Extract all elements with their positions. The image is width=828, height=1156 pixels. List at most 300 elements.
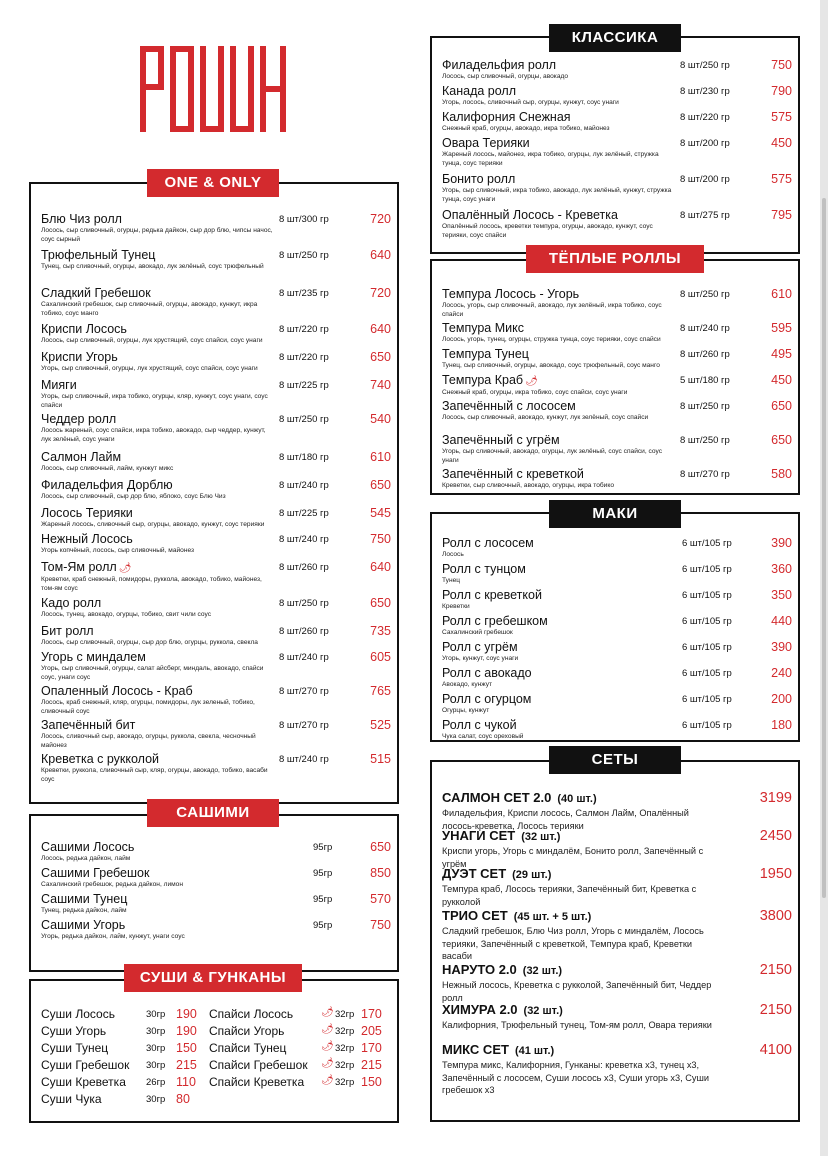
item-name-text: Запечённый с креветкой (442, 467, 584, 481)
set-count: (32 шт.) (523, 1005, 563, 1017)
item-name-text: Кадо ролл (41, 596, 102, 610)
item-price: 575 (771, 110, 792, 124)
item-name-text: Том-Ям ролл (41, 560, 117, 574)
item-price: 180 (771, 718, 792, 732)
sashimi-section (29, 814, 399, 972)
sushi-weight: 26гр (146, 1077, 166, 1088)
gunkan-weight: 32гр (335, 1043, 355, 1054)
item-name-text: Опалённый Лосось - Креветка (442, 208, 618, 222)
menu-item (41, 718, 389, 748)
item-name-text: Ролл с огурцом (442, 692, 532, 706)
menu-item (41, 450, 389, 480)
item-quantity: 8 шт/250 гр (680, 435, 730, 446)
item-quantity: 8 шт/240 гр (680, 323, 730, 334)
set-name-text: НАРУТО 2.0 (442, 962, 517, 977)
item-price: 850 (370, 866, 391, 880)
item-price: 515 (370, 752, 391, 766)
menu-item (41, 650, 389, 680)
item-description: Жареный лосось, сливочный сыр, огурцы, авокадо, кунжут, соус терияки (41, 521, 265, 528)
set-description: Темпура микс, Калифорния, Гунканы: креветка x3, тунец x3, Запечённый с лососем, Суши лосось x3, Суши угорь x3, Суши гребешок x3 (442, 1060, 709, 1095)
set-count: (29 шт.) (512, 869, 552, 881)
item-description: Лосось, тунец, авокадо, огурцы, тобико, свит чили соус (41, 611, 212, 618)
set-price: 3199 (759, 790, 792, 806)
item-description: Сахалинский гребешок (442, 629, 513, 636)
item-description: Угорь копчёный, лосось, сыр сливочный, майонез (41, 547, 195, 554)
item-quantity: 8 шт/270 гр (279, 720, 329, 731)
item-quantity: 8 шт/180 гр (279, 452, 329, 463)
set-price: 2150 (759, 962, 792, 978)
item-name (41, 286, 389, 301)
item-price: 720 (370, 212, 391, 226)
item-quantity: 6 шт/105 гр (682, 616, 732, 627)
gunkan-item (209, 1058, 389, 1074)
set-description: Нежный лосось, Креветка с рукколой, Запечённый бит, Чеддер ролл (442, 980, 712, 1003)
item-name (442, 614, 790, 629)
item-name (41, 684, 389, 699)
item-description: Угорь, сыр сливочный, икра тобико, огурцы, кляр, кунжут, соус унаги, соус спайси (41, 393, 268, 409)
item-quantity: 6 шт/105 гр (682, 668, 732, 679)
set-item (442, 962, 790, 1004)
item-description: Сахалинский гребешок, редька дайкон, лимон (41, 881, 183, 888)
item-description: Креветки, руккола, сливочный сыр, кляр, огурцы, авокадо, тобико, васаби соус (41, 767, 268, 783)
item-price: 650 (370, 350, 391, 364)
set-count: (41 шт.) (514, 1045, 555, 1057)
set-price: 2450 (759, 828, 792, 844)
menu-item (41, 684, 389, 714)
maki-section (430, 512, 800, 742)
sushi-item (41, 1075, 201, 1091)
item-quantity: 8 шт/300 гр (279, 214, 329, 225)
item-name-text: Филадельфия ролл (442, 58, 557, 72)
item-name-text: Запечённый с лососем (442, 399, 576, 413)
sushi-weight: 30гр (146, 1094, 166, 1105)
gunkan-item (209, 1007, 389, 1023)
chili-icon: 🌶 (321, 1024, 334, 1035)
item-name (41, 752, 389, 767)
item-quantity: 8 шт/230 гр (680, 86, 730, 97)
set-item (442, 1042, 790, 1097)
item-price: 240 (771, 666, 792, 680)
item-description: Креветки (442, 603, 470, 610)
chili-icon: 🌶 (321, 1058, 334, 1069)
item-name (41, 840, 389, 855)
item-price: 740 (370, 378, 391, 392)
menu-item (41, 596, 389, 626)
menu-item (41, 248, 389, 278)
item-quantity: 8 шт/270 гр (680, 469, 730, 480)
gunkan-item (209, 1075, 389, 1091)
item-price: 790 (771, 84, 792, 98)
gunkan-weight: 32гр (335, 1026, 355, 1037)
set-item (442, 866, 790, 908)
sushi-price: 215 (176, 1058, 197, 1072)
set-count: (32 шт.) (521, 831, 561, 843)
set-name-text: ДУЭТ СЕТ (442, 866, 507, 881)
set-name-text: УНАГИ СЕТ (442, 828, 516, 843)
item-quantity: 6 шт/105 гр (682, 538, 732, 549)
item-name-text: Ролл с креветкой (442, 588, 542, 602)
item-description: Лосось, угорь, тунец, огурцы, стружка тунца, соус терияки, соус спайси (442, 336, 661, 343)
item-name (442, 467, 790, 482)
set-item (442, 828, 790, 870)
item-description: Лосось, сыр сливочный, огурцы, сыр дор блю, огурцы, руккола, свекла (41, 639, 258, 646)
item-price: 390 (771, 640, 792, 654)
item-quantity: 8 шт/225 гр (279, 380, 329, 391)
sets-section (430, 760, 800, 1122)
item-name (41, 322, 389, 337)
sushi-name: Суши Гребешок (41, 1058, 130, 1072)
item-quantity: 8 шт/250 гр (279, 250, 329, 261)
item-name (442, 347, 790, 362)
gunkan-price: 170 (361, 1041, 382, 1055)
one-only-section (29, 182, 399, 804)
item-name (442, 399, 790, 414)
item-name-text: Филадельфия Дорблю (41, 478, 173, 492)
item-price: 360 (771, 562, 792, 576)
item-quantity: 8 шт/275 гр (680, 210, 730, 221)
menu-item (41, 322, 389, 352)
item-name (41, 506, 389, 521)
item-name-text: Ролл с чукой (442, 718, 517, 732)
set-price: 1950 (759, 866, 792, 882)
item-name-text: Ролл с лососем (442, 536, 534, 550)
sushi-item (41, 1041, 201, 1057)
item-quantity: 8 шт/225 гр (279, 508, 329, 519)
item-description: Угорь, сыр сливочный, авокадо, огурцы, лук зелёный, соус спайси, соус унаги (442, 448, 663, 464)
item-name (442, 58, 790, 73)
item-quantity: 8 шт/250 гр (680, 401, 730, 412)
item-price: 610 (771, 287, 792, 301)
item-price: 200 (771, 692, 792, 706)
item-price: 795 (771, 208, 792, 222)
item-description: Лосось, угорь, сыр сливочный, авокадо, лук зелёный, икра тобико, соус спайси (442, 302, 662, 318)
item-name (442, 536, 790, 551)
item-quantity: 6 шт/105 гр (682, 720, 732, 731)
item-quantity: 5 шт/180 гр (680, 375, 730, 386)
item-quantity: 8 шт/240 гр (279, 652, 329, 663)
item-quantity: 8 шт/240 гр (279, 754, 329, 765)
item-name-text: Запечённый бит (41, 718, 136, 732)
item-price: 650 (771, 399, 792, 413)
item-description: Креветки, краб снежный, помидоры, руккола, авокадо, тобико, майонез, том-ям соус (41, 576, 262, 592)
sashimi-header: САШИМИ (147, 799, 279, 827)
sushi-item (41, 1024, 201, 1040)
item-quantity: 8 шт/260 гр (680, 349, 730, 360)
item-name (442, 84, 790, 99)
sushi-weight: 30гр (146, 1060, 166, 1071)
gunkan-weight: 32гр (335, 1009, 355, 1020)
item-quantity: 8 шт/220 гр (279, 352, 329, 363)
item-name-text: Креветка с рукколой (41, 752, 160, 766)
item-price: 545 (370, 506, 391, 520)
sushi-item (41, 1058, 201, 1074)
menu-item (41, 212, 389, 242)
item-name (41, 450, 389, 465)
menu-item (41, 752, 389, 782)
item-price: 650 (771, 433, 792, 447)
item-name (41, 212, 389, 227)
menu-item (41, 532, 389, 562)
item-name (41, 532, 389, 547)
item-price: 765 (370, 684, 391, 698)
item-description: Лосось, сыр сливочный, огурцы, редька дайкон, сыр дор блю, чипсы начос, соус сырный (41, 227, 273, 243)
set-name-text: МИКС СЕТ (442, 1042, 509, 1057)
item-name (41, 350, 389, 365)
item-price: 720 (370, 286, 391, 300)
item-quantity: 8 шт/260 гр (279, 562, 329, 573)
item-name-text: Трюфельный Тунец (41, 248, 156, 262)
item-name-text: Сашими Угорь (41, 918, 126, 932)
item-price: 540 (370, 412, 391, 426)
item-price: 605 (370, 650, 391, 664)
item-name (41, 892, 389, 907)
set-count: (32 шт.) (522, 965, 563, 977)
item-name-text: Блю Чиз ролл (41, 212, 122, 226)
item-name-text: Ролл с угрём (442, 640, 518, 654)
set-name-text: ХИМУРА 2.0 (442, 1002, 518, 1017)
item-name (442, 110, 790, 125)
item-price: 450 (771, 373, 792, 387)
item-quantity: 95гр (313, 868, 333, 879)
item-name-text: Бонито ролл (442, 172, 516, 186)
item-description: Лосось жареный, соус спайси, икра тобико, авокадо, сыр чеддер, кунжут, лук зелёный, соус унаги (41, 427, 266, 443)
item-quantity: 8 шт/250 гр (279, 414, 329, 425)
item-name (41, 866, 389, 881)
set-price: 4100 (759, 1042, 792, 1058)
item-quantity: 95гр (313, 894, 333, 905)
item-name (442, 136, 790, 151)
item-quantity: 6 шт/105 гр (682, 590, 732, 601)
item-name (41, 918, 389, 933)
sushi-price: 190 (176, 1007, 197, 1021)
item-name-text: Криспи Угорь (41, 350, 118, 364)
item-quantity: 8 шт/200 гр (680, 174, 730, 185)
gunkan-price: 205 (361, 1024, 382, 1038)
item-quantity: 95гр (313, 920, 333, 931)
item-name (41, 650, 389, 665)
item-quantity: 8 шт/250 гр (680, 289, 730, 300)
gunkan-name: Спайси Гребешок (209, 1058, 308, 1072)
gunkan-weight: 32гр (335, 1077, 355, 1088)
item-price: 750 (370, 918, 391, 932)
item-price: 640 (370, 322, 391, 336)
item-price: 750 (771, 58, 792, 72)
sushi-price: 150 (176, 1041, 197, 1055)
item-description: Лосось, сыр сливочный, огурцы, лук хрустящий, соус спайси, соус унаги (41, 337, 263, 344)
one-only-header: ONE & ONLY (147, 169, 279, 197)
item-name (442, 287, 790, 302)
menu-item (41, 478, 389, 508)
gunkan-name: Спайси Угорь (209, 1024, 285, 1038)
item-name (442, 640, 790, 655)
item-quantity: 8 шт/240 гр (279, 534, 329, 545)
item-quantity: 8 шт/235 гр (279, 288, 329, 299)
item-quantity: 8 шт/260 гр (279, 626, 329, 637)
item-price: 450 (771, 136, 792, 150)
item-price: 350 (771, 588, 792, 602)
item-price: 575 (771, 172, 792, 186)
item-name (41, 718, 389, 733)
item-name (442, 321, 790, 336)
item-name (41, 478, 389, 493)
item-name-text: Сладкий Гребешок (41, 286, 151, 300)
item-name (442, 208, 790, 223)
item-quantity: 8 шт/220 гр (279, 324, 329, 335)
set-description: Темпура краб, Лосось терияки, Запечённый бит, Креветка с рукколой (442, 884, 697, 907)
set-count: (40 шт.) (557, 793, 597, 805)
item-description: Лосось, сыр сливочный, авокадо, кунжут, лук зелёный, соус спайси (442, 414, 649, 421)
item-description: Угорь, кунжут, соус унаги (442, 655, 519, 662)
item-description: Лосось, сыр сливочный, сыр дор блю, яблоко, соус Блю Чиз (41, 493, 226, 500)
menu-item (442, 208, 790, 238)
item-price: 440 (771, 614, 792, 628)
sushi-price: 110 (176, 1075, 196, 1089)
item-price: 640 (370, 248, 391, 262)
item-price: 495 (771, 347, 792, 361)
item-name-text: Сашими Гребешок (41, 866, 150, 880)
item-quantity: 8 шт/200 гр (680, 138, 730, 149)
sushi-section (29, 979, 399, 1123)
set-item (442, 1002, 790, 1032)
item-name (442, 692, 790, 707)
item-quantity: 6 шт/105 гр (682, 642, 732, 653)
item-price: 650 (370, 478, 391, 492)
set-item (442, 908, 790, 963)
item-name (442, 562, 790, 577)
sushi-weight: 30гр (146, 1009, 166, 1020)
menu-item (442, 287, 790, 317)
item-description: Лосось, редька дайкон, лайм (41, 855, 131, 862)
warm-section (430, 259, 800, 495)
item-description: Огурцы, кунжут (442, 707, 490, 714)
item-price: 390 (771, 536, 792, 550)
gunkan-name: Спайси Тунец (209, 1041, 287, 1055)
item-name (442, 373, 790, 389)
item-description: Тунец, сыр сливочный, огурцы, авокадо, лук зелёный, соус трюфельный (41, 263, 264, 270)
item-description: Угорь, сыр сливочный, икра тобико, авокадо, лук зелёный, кунжут, стружка тунца, соус унаги (442, 187, 672, 203)
menu-item (41, 378, 389, 408)
classic-header: КЛАССИКА (549, 24, 681, 52)
gunkan-name: Спайси Креветка (209, 1075, 305, 1089)
sushi-name: Суши Угорь (41, 1024, 107, 1038)
gunkan-price: 170 (361, 1007, 382, 1021)
item-quantity: 8 шт/220 гр (680, 112, 730, 123)
item-description: Снежный краб, огурцы, икра тобико, соус спайси, соус унаги (442, 389, 628, 396)
item-name (41, 596, 389, 611)
item-quantity: 6 шт/105 гр (682, 564, 732, 575)
set-name-text: САЛМОН СЕТ 2.0 (442, 790, 552, 805)
item-name-text: Темпура Краб (442, 373, 524, 387)
item-name (41, 624, 389, 639)
item-name-text: Нежный Лосось (41, 532, 133, 546)
gunkan-price: 150 (361, 1075, 382, 1089)
sushi-item (41, 1007, 201, 1023)
item-name-text: Чеддер ролл (41, 412, 117, 426)
sushi-weight: 30гр (146, 1043, 166, 1054)
item-quantity: 6 шт/105 гр (682, 694, 732, 705)
item-description: Лосось, сливочный сыр, авокадо, огурцы, руккола, свекла, чесночный майонез (41, 733, 256, 749)
item-name (442, 588, 790, 603)
gunkan-weight: 32гр (335, 1060, 355, 1071)
chili-icon: 🌶 (321, 1075, 334, 1086)
item-price: 580 (771, 467, 792, 481)
menu-item (442, 399, 790, 429)
menu-item (442, 718, 790, 748)
item-price: 650 (370, 596, 391, 610)
item-name-text: Сашими Тунец (41, 892, 128, 906)
item-price: 640 (370, 560, 391, 574)
menu-item (442, 136, 790, 166)
item-name (41, 412, 389, 427)
item-description: Жареный лосось, майонез, икра тобико, огурцы, лук зелёный, стружка тунца, соус терияки (442, 151, 659, 167)
item-price: 750 (370, 532, 391, 546)
set-name-text: ТРИО СЕТ (442, 908, 508, 923)
item-quantity: 95гр (313, 842, 333, 853)
item-quantity: 8 шт/250 гр (279, 598, 329, 609)
item-description: Сахалинский гребешок, сыр сливочный, огурцы, авокадо, кунжут, икра тобико, соус манго (41, 301, 258, 317)
item-price: 570 (370, 892, 391, 906)
chili-icon: 🌶 (321, 1041, 334, 1052)
item-quantity: 8 шт/240 гр (279, 480, 329, 491)
set-price: 2150 (759, 1002, 792, 1018)
item-name-text: Запечённый с угрём (442, 433, 560, 447)
item-name (442, 172, 790, 187)
item-name-text: Калифорния Снежная (442, 110, 571, 124)
item-description: Лосось, краб снежный, кляр, огурцы, помидоры, лук зеленый, тобико, сливочный соус (41, 699, 255, 715)
sushi-price: 190 (176, 1024, 197, 1038)
item-price: 610 (370, 450, 391, 464)
menu-item (41, 918, 389, 948)
gunkan-item (209, 1024, 389, 1040)
item-name-text: Сашими Лосось (41, 840, 135, 854)
set-item (442, 790, 790, 832)
menu-item (442, 467, 790, 497)
sushi-name: Суши Лосось (41, 1007, 115, 1021)
item-description: Тунец (442, 577, 461, 584)
item-quantity: 8 шт/250 гр (680, 60, 730, 71)
warm-header: ТЁПЛЫЕ РОЛЛЫ (526, 245, 704, 273)
gunkan-item (209, 1041, 389, 1057)
item-description: Угорь, редька дайкон, лайм, кунжут, унаги соус (41, 933, 185, 940)
set-description: Криспи угорь, Угорь с миндалём, Бонито ролл, Запечённый с угрём (442, 846, 704, 869)
item-name-text: Темпура Микс (442, 321, 524, 335)
item-name (41, 248, 389, 263)
menu-item (41, 350, 389, 380)
item-description: Угорь, сыр сливочный, огурцы, лук хрустящий, соус спайси, соус унаги (41, 365, 258, 372)
rolly-logo (140, 46, 286, 132)
set-description: Сладкий гребешок, Блю Чиз ролл, Угорь с миндалём, Лосось терияки, Запечённый с креветкой, Темпура краб, Креветки васаби (442, 926, 704, 961)
item-name (442, 433, 790, 448)
item-name-text: Мияги (41, 378, 77, 392)
item-quantity: 8 шт/270 гр (279, 686, 329, 697)
sushi-name: Суши Чука (41, 1092, 102, 1106)
item-description: Авокадо, кунжут (442, 681, 493, 688)
item-name-text: Салмон Лайм (41, 450, 122, 464)
item-name (41, 560, 389, 576)
maki-header: МАКИ (549, 500, 681, 528)
sushi-price: 80 (176, 1092, 190, 1106)
item-description: Чука салат, соус ореховый (442, 733, 524, 740)
chili-icon: 🌶 (118, 563, 132, 574)
item-description: Лосось (442, 551, 464, 558)
chili-icon: 🌶 (525, 376, 538, 387)
gunkan-price: 215 (361, 1058, 382, 1072)
item-name-text: Ролл с тунцом (442, 562, 526, 576)
set-count: (45 шт. + 5 шт.) (513, 911, 592, 923)
scrollbar[interactable] (822, 198, 826, 898)
item-description: Тунец, редька дайкон, лайм (41, 907, 127, 914)
item-name-text: Ролл с авокадо (442, 666, 532, 680)
